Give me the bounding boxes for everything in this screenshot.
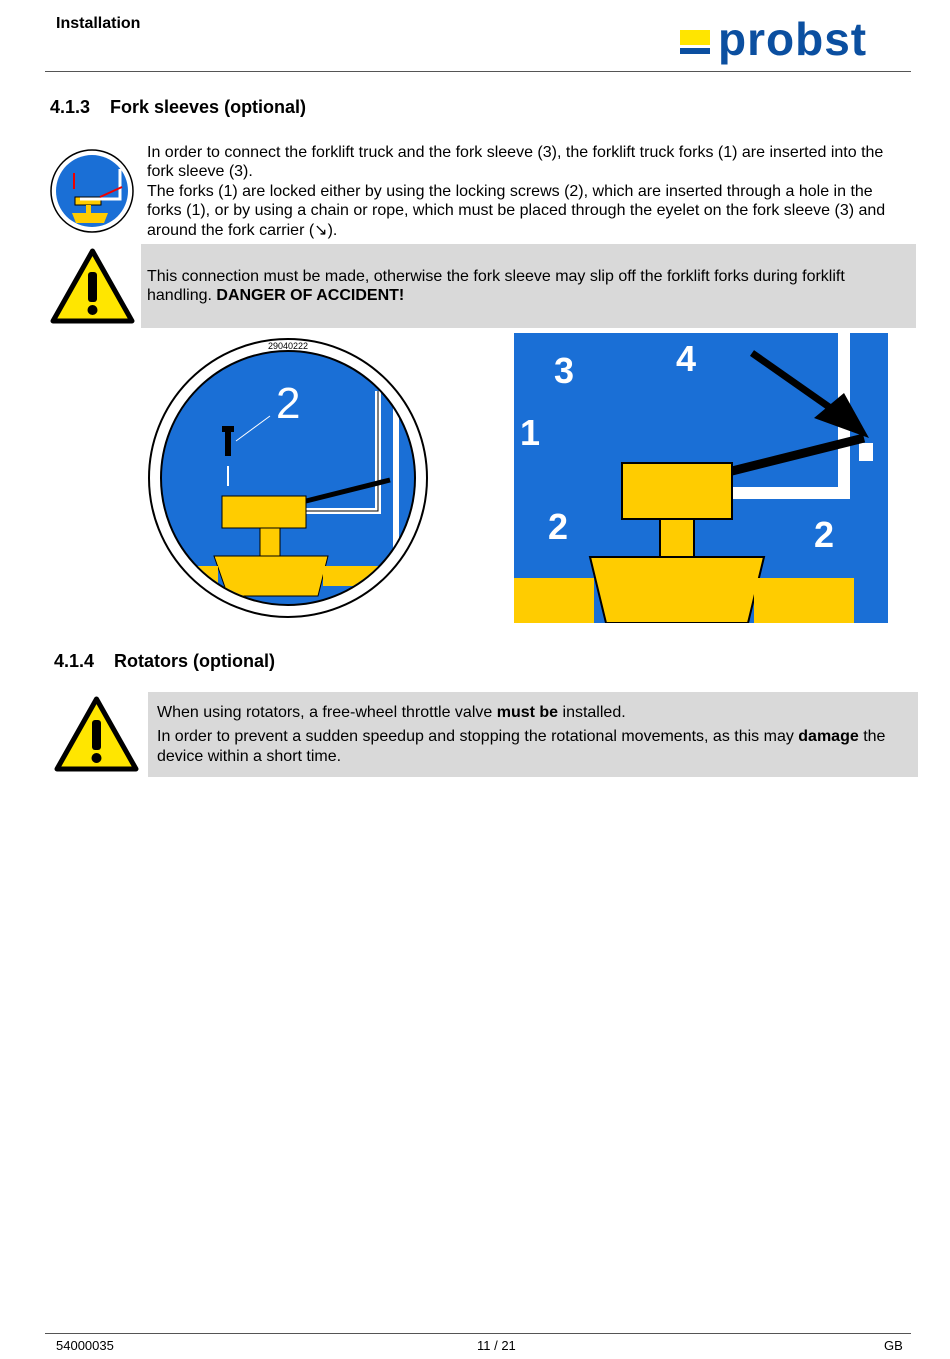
warning-box-rotators: When using rotators, a free-wheel throttle valve must be installed. In order to prevent a sudden speedup and stopping the rotational movements, as this may damage the device within a short time. [148,692,918,777]
fork-sleeve-figure-right [514,333,888,623]
footer-language: GB [884,1338,903,1353]
header-section: Installation [56,15,141,32]
warning-triangle-icon [54,696,139,772]
svg-text:29040222: 29040222 [267,341,309,351]
svg-text:2: 2 [276,379,301,428]
footer-page-number: 11 / 21 [477,1338,516,1353]
footer-doc-number: 54000035 [56,1338,114,1353]
svg-text:1: 1 [520,412,541,453]
svg-text:2: 2 [548,506,569,547]
section-heading-4-1-4: 4.1.4 Rotators (optional) [54,651,275,671]
fork-sleeve-figure-left [148,336,430,620]
warning-box-fork-sleeve: This connection must be made, otherwise the fork sleeve may slip off the forklift forks during forklift handling. DANGER OF ACCIDENT! [141,244,916,328]
section-heading-4-1-3: 4.1.3 Fork sleeves (optional) [50,97,307,117]
warning-triangle-icon [50,248,135,324]
svg-text:4: 4 [676,338,697,379]
header-rule [45,71,911,72]
probst-logo: probst [680,20,905,68]
footer-rule [45,1333,911,1334]
svg-text:3: 3 [554,350,575,391]
fork-sleeve-mandatory-icon [50,149,134,233]
svg-text:2: 2 [814,514,835,555]
fork-sleeve-description: In order to connect the forklift truck and the fork sleeve (3), the forklift truck forks (1) are inserted into the fork sleeve (3). The forks (1) are locked either by using the locking screws (2), which are inserted through a hole in the forks (1), or by using a chain or rope, which must be placed through the eyelet on the fork sleeve (3) and around the fork carrier (↘). [147,144,886,239]
